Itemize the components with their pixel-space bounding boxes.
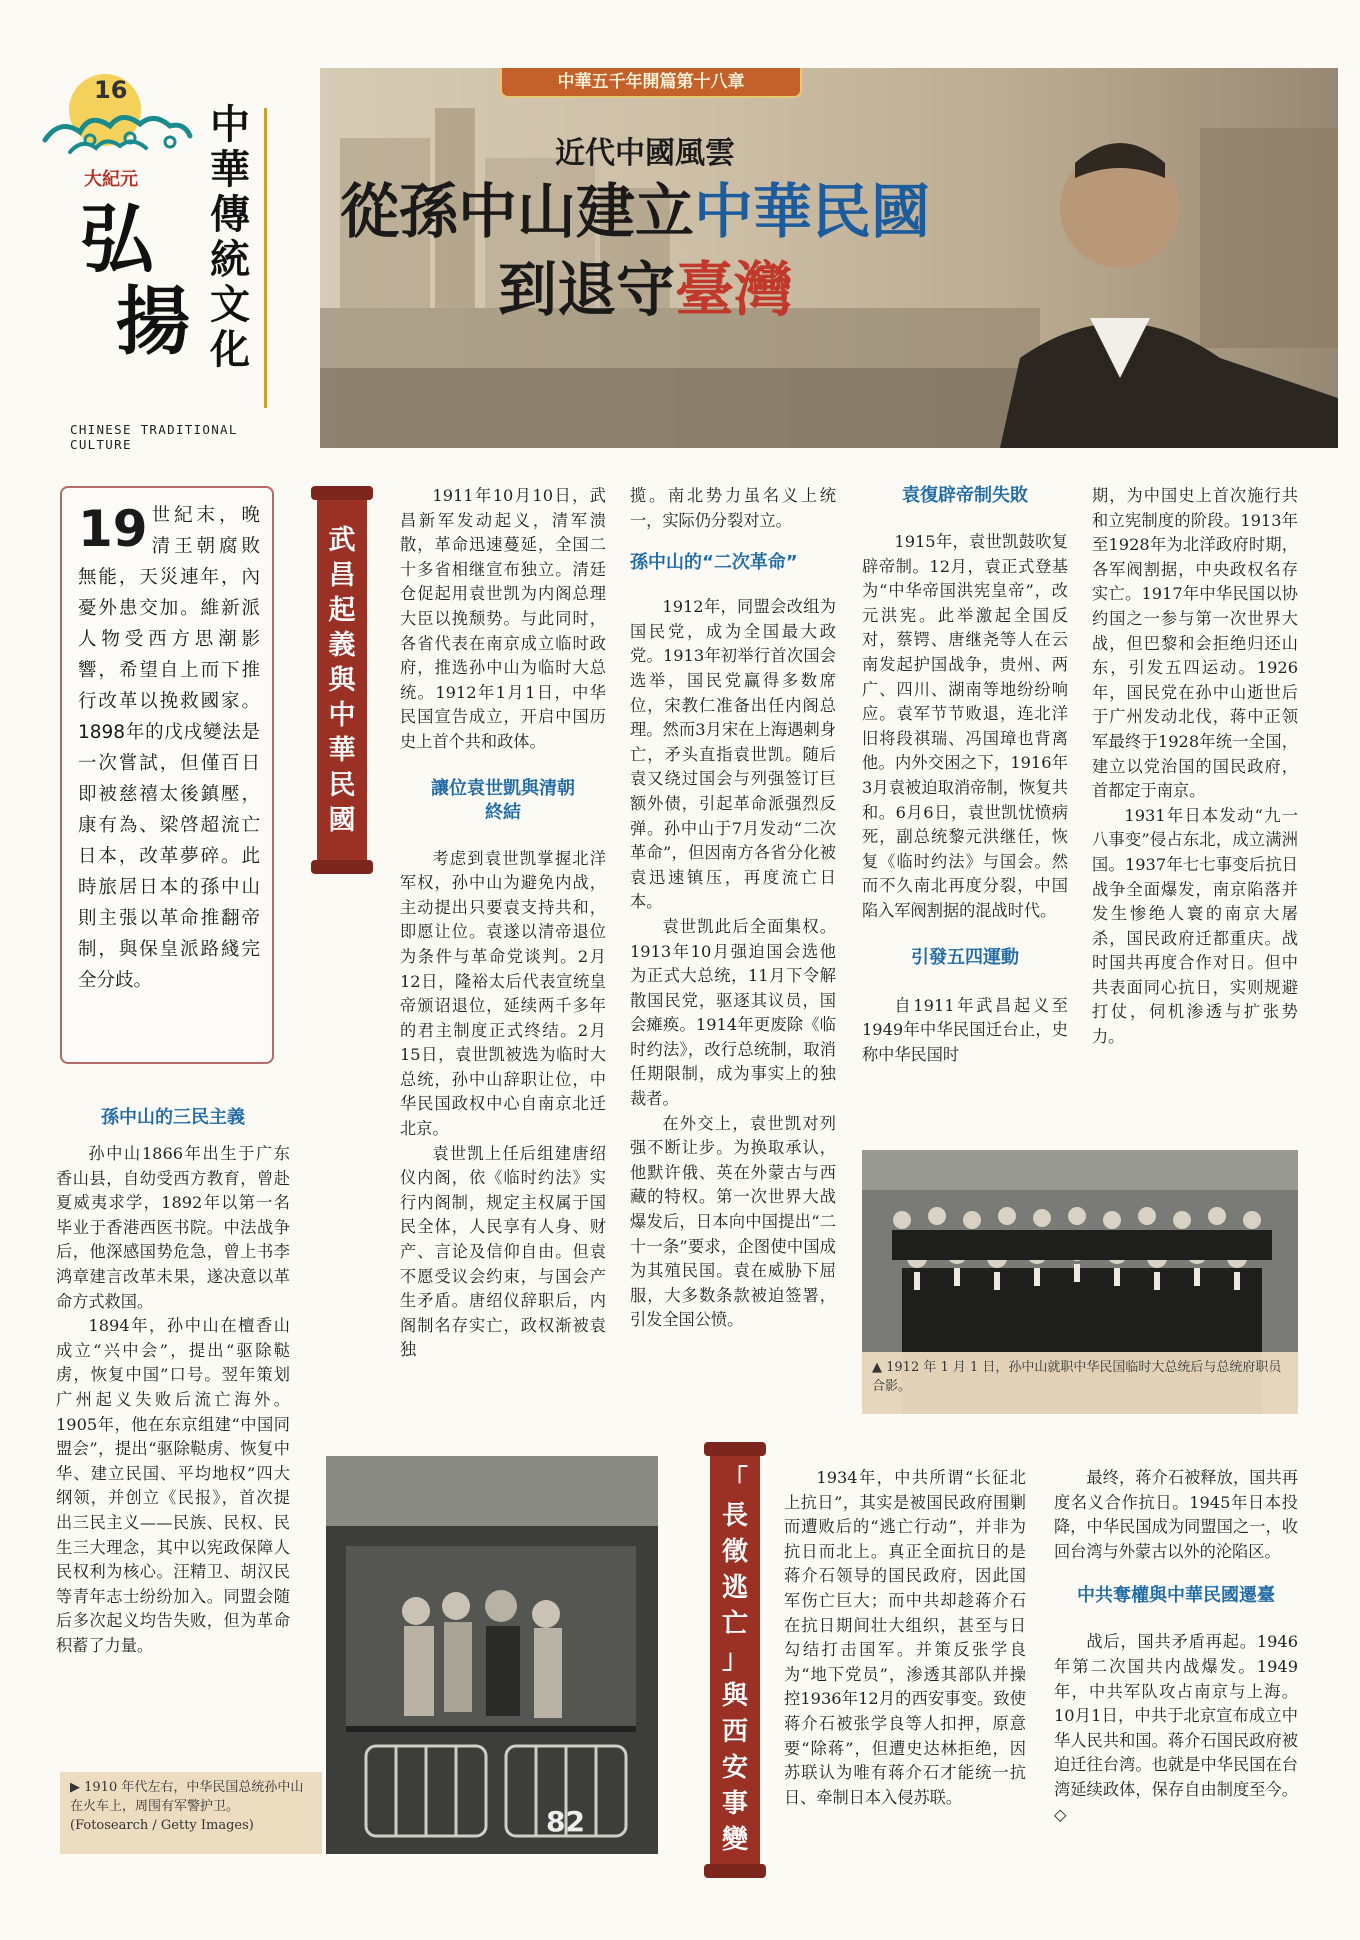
hero-banner — [320, 68, 1338, 448]
subheading: 讓位袁世凱與清朝終結 — [431, 777, 575, 823]
train-photo-caption: ▶ 1910 年代左右，中华民国总统孙中山在火车上，周围有军警护卫。(Fotosearch / Getty Images) — [60, 1772, 322, 1854]
logo-char-2: 揚 — [116, 279, 190, 365]
paragraph: 1931年日本发动“九一八事变”侵占东北，成立满洲国。1937年七七事变后抗日战争全面爆发，南京陷落并发生惨绝人寰的南京大屠杀，国民政府迁都重庆。战时国共再度合作对日。但中共表面同心抗日，实则规避打仗，伺机渗透与扩张势力。 — [1092, 805, 1298, 1047]
banner-char: 西 — [721, 1717, 748, 1747]
banner-char: 「 — [721, 1465, 748, 1495]
column-3 — [630, 484, 836, 1333]
subheading: 中共奪權與中華民國遷臺 — [1077, 1585, 1275, 1607]
paragraph: 在外交上，袁世凯对列强不断让步。为换取承认，他默许俄、英在外蒙古与西藏的特权。第一次世界大战爆发后，日本向中国提出“二十一条”要求，企图使中国成为其殖民国。袁在威胁下屈服，大多数条款被迫签署，引发全国公愤。 — [630, 1113, 836, 1330]
banner-char: 與 — [721, 1681, 748, 1711]
banner-char: 安 — [721, 1753, 748, 1783]
headline-highlight-blue: 中華民國 — [694, 177, 931, 246]
title-char: 華 — [210, 146, 250, 193]
title-char: 化 — [210, 326, 250, 373]
banner-char: 逃 — [721, 1573, 748, 1603]
page-number: 16 — [94, 76, 128, 104]
banner-char: 中 — [328, 699, 356, 731]
paragraph: 袁世凯上任后组建唐绍仪内阁，依《临时约法》实行内阁制，规定主权属于国民全体，人民享有人身、财产、言论及信仰自由。但袁不愿受议会约束，与国会产生矛盾。唐绍仪辞职后，内阁制名存实亡，政权渐被袁独 — [400, 1143, 606, 1360]
paragraph: 孙中山1866年出生于广东香山县，自幼受西方教育，曾赴夏威夷求学，1892年以第一名毕业于香港西医书院。中法战争后，他深感国势危急，曾上书李鸿章建言改革未果，遂决意以革命方式救国。 — [56, 1144, 290, 1311]
brand-label: 大紀元 — [84, 169, 138, 190]
paragraph: 揽。南北势力虽名义上统一，实际仍分裂对立。 — [630, 486, 836, 530]
banner-char: 華 — [328, 734, 356, 766]
banner-char: 與 — [328, 664, 356, 696]
intro-body: 世紀末，晚清王朝腐敗無能，天災連年，內憂外患交加。維新派人物受西方思潮影響，希望自上而下推行改革以挽救國家。1898年的戊戌變法是一次嘗試，但僅百日即被慈禧太後鎮壓，康有為、梁啓超流亡日本，改革夢碎。此時旅居日本的孫中山則主張以革命推翻帝制，與保皇派路綫完全分歧。 — [78, 505, 260, 991]
kicker: 近代中國風雲 — [555, 136, 735, 171]
paragraph: 1915年，袁世凯鼓吹复辟帝制。12月，袁正式登基为“中华帝国洪宪皇帝”，改元洪宪。此举激起全国反对，蔡锷、唐继尧等人在云南发起护国战争，贵州、两广、四川、湖南等地纷纷响应。袁军节节败退，连北洋旧将段祺瑞、冯国璋也背离他。内外交困之下，1916年3月袁被迫取消帝制，恢复共和。6月6日，袁世凯忧愤病死，副总统黎元洪继任，恢复《临时约法》与国会。然而不久南北再度分裂，中国陷入军阀割据的混战时代。 — [862, 532, 1068, 920]
headline-line-1 — [340, 178, 930, 246]
paragraph: 考虑到袁世凯掌握北洋军权，孙中山为避免内战，主动提出只要袁支持共和，即愿让位。袁遂以清帝退位为条件与革命党谈判。2月12日，隆裕太后代表宣统皇帝颁诏退位，延续两千多年的君主制度正式终结。2月15日，袁世凯被选为临时大总统，孙中山辞职让位，中华民国政权中心自南京北迁北京。 — [400, 848, 606, 1139]
column-7 — [1054, 1466, 1298, 1827]
logo-char-1: 弘 — [80, 197, 154, 283]
banner-char: 變 — [721, 1825, 748, 1855]
paragraph: 1912年，同盟会改组为国民党，成为全国最大政党。1913年初举行首次国会选举，国民党赢得多数席位，宋教仁准备出任内阁总理。然而3月宋在上海遇刺身亡，矛头直指袁世凯。随后袁又绕过国会与列强签订巨额外债，引起革命派强烈反弹。孙中山于7月发动“二次革命”，但因南方各省分化被袁迅速镇压，再度流亡日本。 — [630, 597, 836, 912]
group-photo-caption: ▲ 1912 年 1 月 1 日，孙中山就职中华民国临时大总统后与总统府职员合影。 — [862, 1352, 1298, 1414]
paragraph: 期，为中国史上首次施行共和立宪制度的阶段。1913年至1928年为北洋政府时期，各军阀割据，中央政权名存实亡。1917年中华民国以协约国之一参与第一次世界大战，但巴黎和会拒绝归还山东，引发五四运动。1926年，国民党在孙中山逝世后于广州发动北伐，蒋中正领军最终于1928年统一全国，建立以党治国的国民政府，首都定于南京。 — [1092, 486, 1298, 801]
headline-text: 到退守 — [498, 255, 676, 324]
column-6 — [784, 1466, 1026, 1810]
train-number: 82 — [546, 1805, 585, 1838]
banner-char: 義 — [328, 629, 356, 661]
intro-text — [78, 500, 260, 996]
group-photo — [862, 1150, 1298, 1414]
paragraph: 战后，国共矛盾再起。1946年第二次国共内战爆发。1949年，中共军队攻占南京与上海。10月1日，中共于北京宣布成立中华人民共和国。蒋介石国民政府被迫迁往台湾。也就是中华民国在台湾延续政体，保存自由制度至今。◇ — [1054, 1632, 1298, 1824]
headline-highlight-red: 臺灣 — [675, 255, 794, 324]
banner-char: 武 — [328, 524, 356, 556]
masthead — [20, 50, 300, 450]
column-4 — [862, 484, 1068, 1067]
section-banner-wuchang — [317, 492, 367, 868]
dropcap: 19 — [78, 500, 148, 558]
banner-char: 」 — [721, 1645, 748, 1675]
train-photo — [326, 1456, 658, 1854]
train-photo-image — [326, 1456, 658, 1854]
intro-box — [60, 486, 274, 1064]
banner-char: 國 — [328, 804, 356, 836]
title-char: 中 — [210, 101, 250, 148]
subheading: 引發五四運動 — [911, 946, 1019, 968]
paragraph: 袁世凯此后全面集权。1913年10月强迫国会选他为正式大总统，11月下令解散国民党，驱逐其议员，国会瘫痪。1914年更废除《临时约法》，改行总统制，取消任期限制，成为事实上的独裁者。 — [630, 916, 836, 1109]
subheading: 孫中山的“二次革命” — [630, 552, 798, 574]
chapter-tag: 中華五千年開篇第十八章 — [500, 68, 802, 98]
banner-char: 長 — [721, 1501, 748, 1531]
title-char: 傳 — [210, 191, 250, 238]
english-title: CHINESE TRADITIONAL CULTURE — [70, 422, 238, 452]
column-1 — [56, 1106, 290, 1658]
title-char: 文 — [210, 281, 250, 328]
column-2 — [400, 484, 606, 1363]
banner-char: 事 — [721, 1789, 748, 1819]
gold-rule — [264, 108, 267, 408]
vertical-title — [210, 102, 262, 372]
paragraph: 自1911年武昌起义至1949年中华民国迁台止，史称中华民国时 — [862, 995, 1068, 1064]
section-banner-changzheng — [710, 1448, 760, 1872]
banner-char: 昌 — [328, 559, 356, 591]
banner-char: 民 — [328, 769, 356, 801]
headline-text: 從孫中山建立 — [340, 177, 695, 246]
banner-char: 徵 — [721, 1537, 748, 1567]
headline-line-2 — [498, 256, 793, 324]
subheading: 孫中山的三民主義 — [101, 1107, 245, 1128]
paragraph: 1911年10月10日，武昌新军发动起义，清军溃散，革命迅速蔓延，全国二十多省相继宣布独立。清廷仓促起用袁世凯为内阁总理大臣以挽颓势。与此同时，各省代表在南京成立临时政府，推选孙中山为临时大总统。1912年1月1日，中华民国宣告成立，开启中国历史上首个共和政体。 — [400, 486, 606, 751]
subheading: 袁復辟帝制失敗 — [902, 485, 1028, 506]
title-char: 統 — [210, 236, 250, 283]
banner-char: 起 — [328, 594, 356, 626]
paragraph: 1894年，孙中山在檀香山成立“兴中会”，提出“驱除鞑虏，恢复中国”口号。翌年策划广州起义失败后流亡海外。1905年，他在东京组建“中国同盟会”，提出“驱除鞑虏、恢复中华、建立民国、平均地权”四大纲领，并创立《民报》，首次提出三民主义——民族、民权、民生三大理念，其中以宪政保障人民权利为核心。汪精卫、胡汉民等青年志士纷纷加入。同盟会随后多次起义均告失败，但为革命积蓄了力量。 — [56, 1316, 290, 1655]
column-5 — [1092, 484, 1298, 1050]
paragraph: 最终，蒋介石被释放，国共再度名义合作抗日。1945年日本投降，中华民国成为同盟国之一，收回台湾与外蒙古以外的沦陷区。 — [1054, 1468, 1298, 1561]
paragraph: 1934年，中共所谓“长征北上抗日”，其实是被国民政府围剿而遭败后的“逃亡行动”，并非为抗日而北上。真正全面抗日的是蒋介石领导的国民政府，因此国军伤亡巨大；而中共却趁蒋介石在抗日期间壮大组织，甚至与日勾结打击国军。并策反张学良为“地下党员”，渗透其部队并操控1936年12月的西安事变。致使蒋介石被张学良等人扣押，原意要“除蒋”，但遭史达林拒绝，因苏联认为唯有蒋介石才能统一抗日、牵制日本入侵苏联。 — [784, 1468, 1026, 1807]
harbor-photo — [320, 68, 1338, 448]
banner-char: 亡 — [721, 1609, 748, 1639]
